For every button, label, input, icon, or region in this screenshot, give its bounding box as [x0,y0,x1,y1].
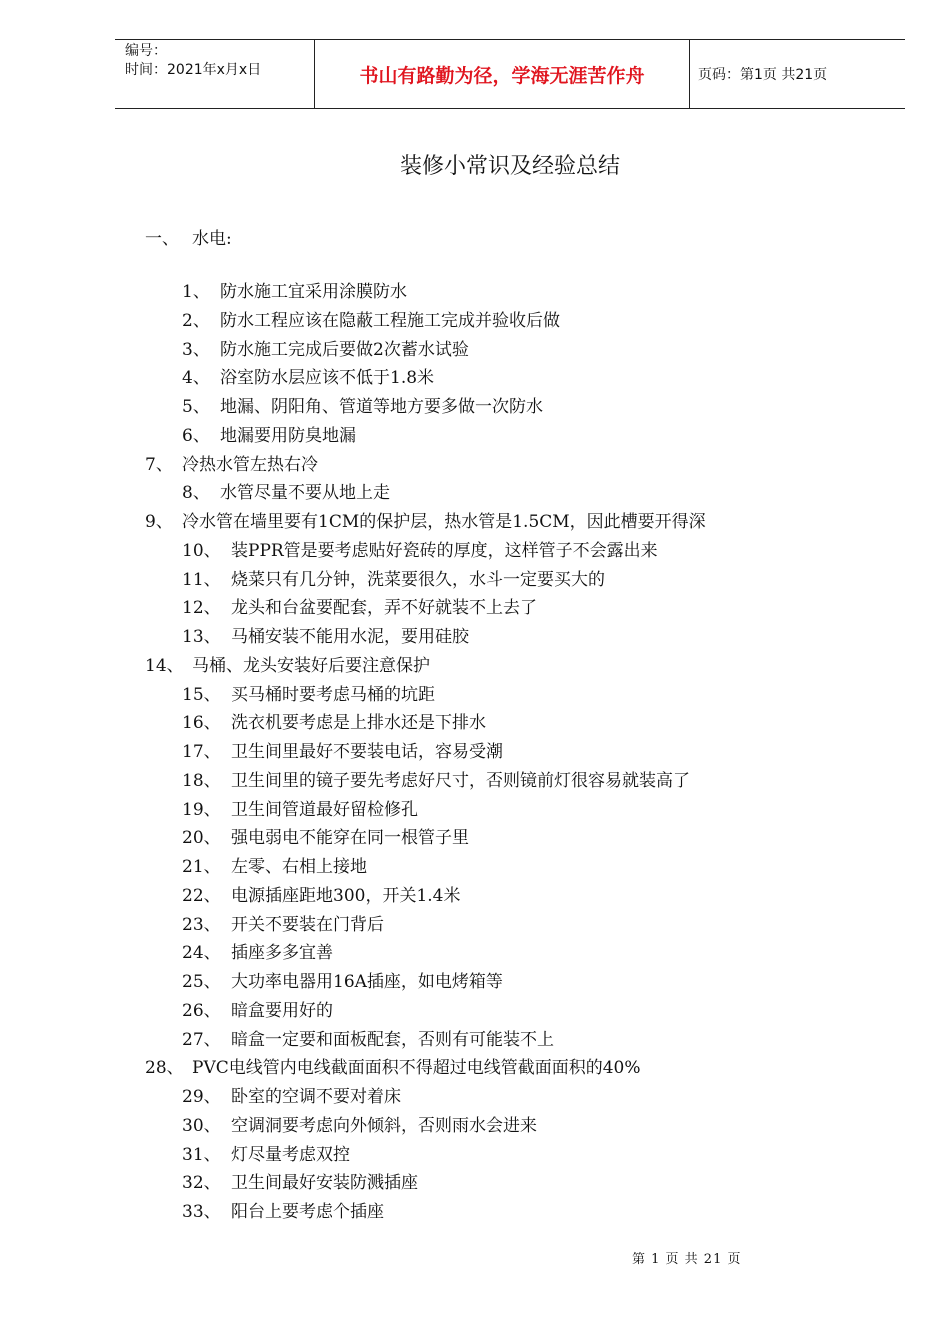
list-item-number: 16、 [182,713,221,734]
list-item-number: 15、 [182,684,221,705]
list-item-text: 地漏、阴阳角、管道等地方要多做一次防水 [220,397,543,417]
list-item [0,479,950,508]
list-item [0,1169,950,1198]
list-item-number: 25、 [182,972,221,992]
list-item-number: 32、 [182,1173,221,1194]
list-item-text: 烧菜只有几分钟，洗菜要很久，水斗一定要买大的 [231,569,605,590]
list-item-number: 30、 [182,1115,221,1136]
list-item [0,911,950,940]
list-item-number: 26、 [182,1000,221,1021]
list-item-text: 卫生间管道最好留检修孔 [231,799,418,820]
list-item-number: 31、 [182,1144,221,1165]
list-item-text: 洗衣机要考虑是上排水还是下排水 [231,713,486,734]
list-item [0,968,950,997]
list-item-text: PVC电线管内电线截面面积不得超过电线管截面面积的40% [192,1058,641,1079]
list-item [0,623,950,652]
page-header [115,39,905,109]
list-item [0,652,950,681]
list-item-text: 装PPR管是要考虑贴好瓷砖的厚度，这样管子不会露出来 [231,540,658,561]
header-motto: 书山有路勤为径，学海无涯苦作舟 [315,40,690,108]
list-item-text: 暗盒要用好的 [231,1000,333,1021]
list-item [0,853,950,882]
list-item-text: 防水施工完成后要做2次蓄水试验 [220,339,469,360]
list-item-text: 大功率电器用16A插座，如电烤箱等 [231,972,503,992]
list-item [0,508,950,537]
list-item [0,1083,950,1112]
list-item [0,278,950,307]
list-item-text: 卫生间最好安装防溅插座 [231,1173,418,1194]
list-item [0,364,950,393]
list-item [0,1026,950,1055]
list-item [0,594,950,623]
list-item [0,767,950,796]
list-item-number: 3、 [182,339,210,360]
list-item-number: 21、 [182,857,221,877]
list-item-text: 暗盒一定要和面板配套，否则有可能装不上 [231,1029,554,1050]
list-item-number: 9、 [145,512,173,532]
list-item [0,709,950,738]
list-item [0,882,950,911]
list-item-number: 10、 [182,540,221,561]
list-item [0,681,950,710]
document-title: 装修小常识及经验总结 [399,154,620,179]
list-item-text: 空调洞要考虑向外倾斜，否则雨水会进来 [231,1115,537,1136]
list-item-number: 17、 [182,742,221,762]
list-item-text: 冷热水管左热右冷 [182,454,318,475]
list-item [0,537,950,566]
document-time-label: 时间：2021年x月x日 [125,62,262,78]
list-item-number: 29、 [182,1087,221,1107]
section-label: 水电: [192,229,232,249]
list-item-text: 买马桶时要考虑马桶的坑距 [231,684,435,705]
list-item-text: 阳台上要考虑个插座 [231,1202,384,1222]
list-item [0,336,950,365]
list-item-number: 6、 [182,425,210,446]
list-item-text: 水管尽量不要从地上走 [220,483,390,504]
list-item [0,997,950,1026]
list-item-number: 13、 [182,627,221,647]
list-item [0,1198,950,1227]
list-item-number: 19、 [182,799,221,820]
list-item-number: 28、 [145,1058,184,1079]
list-item [0,566,950,595]
list-item [0,1141,950,1170]
list-item [0,738,950,767]
list-item-text: 插座多多宜善 [231,943,333,964]
list-item-number: 7、 [145,454,173,475]
list-item-number: 27、 [182,1029,221,1050]
list-item-text: 卧室的空调不要对着床 [231,1087,401,1107]
tips-list [0,278,950,1227]
list-item [0,307,950,336]
list-item [0,939,950,968]
list-item-text: 电源插座距地300，开关1.4米 [231,885,461,906]
page-footer: 第 1 页 共 21 页 [632,1252,742,1267]
list-item-text: 浴室防水层应该不低于1.8米 [220,368,435,389]
list-item-number: 11、 [182,569,221,590]
list-item-number: 20、 [182,828,221,849]
list-item-number: 23、 [182,914,221,935]
list-item [0,422,950,451]
list-item-text: 防水施工宜采用涂膜防水 [220,282,407,302]
list-item-number: 24、 [182,943,221,964]
list-item [0,1054,950,1083]
list-item-text: 马桶、龙头安装好后要注意保护 [192,655,430,676]
list-item-number: 1、 [182,282,210,302]
list-item-text: 卫生间里的镜子要先考虑好尺寸，否则镜前灯很容易就装高了 [231,770,690,791]
section-number: 一、 [145,229,179,249]
list-item-text: 冷水管在墙里要有1CM的保护层，热水管是1.5CM，因此槽要开得深 [182,512,706,532]
document-number-label: 编号： [125,43,167,59]
header-meta [115,40,315,108]
list-item [0,1112,950,1141]
list-item [0,796,950,825]
list-item-text: 龙头和台盆要配套，弄不好就装不上去了 [231,598,537,619]
list-item-number: 33、 [182,1202,221,1222]
section-heading [145,224,232,249]
list-item-text: 开关不要装在门背后 [231,914,384,935]
list-item-number: 2、 [182,310,210,331]
list-item-number: 4、 [182,368,210,389]
list-item-text: 强电弱电不能穿在同一根管子里 [231,828,469,849]
list-item-text: 灯尽量考虑双控 [231,1144,350,1165]
list-item-number: 8、 [182,483,210,504]
list-item-number: 14、 [145,655,184,676]
list-item [0,393,950,422]
list-item-number: 12、 [182,598,221,619]
list-item-text: 马桶安装不能用水泥，要用硅胶 [231,627,469,647]
list-item-text: 左零、右相上接地 [231,857,367,877]
list-item-number: 22、 [182,885,221,906]
list-item [0,824,950,853]
list-item-number: 18、 [182,770,221,791]
list-item-number: 5、 [182,397,210,417]
list-item-text: 地漏要用防臭地漏 [220,425,356,446]
list-item-text: 防水工程应该在隐蔽工程施工完成并验收后做 [220,310,560,331]
header-page-label: 页码：第1页 共21页 [698,67,828,83]
list-item [0,451,950,480]
list-item-text: 卫生间里最好不要装电话，容易受潮 [231,742,503,762]
